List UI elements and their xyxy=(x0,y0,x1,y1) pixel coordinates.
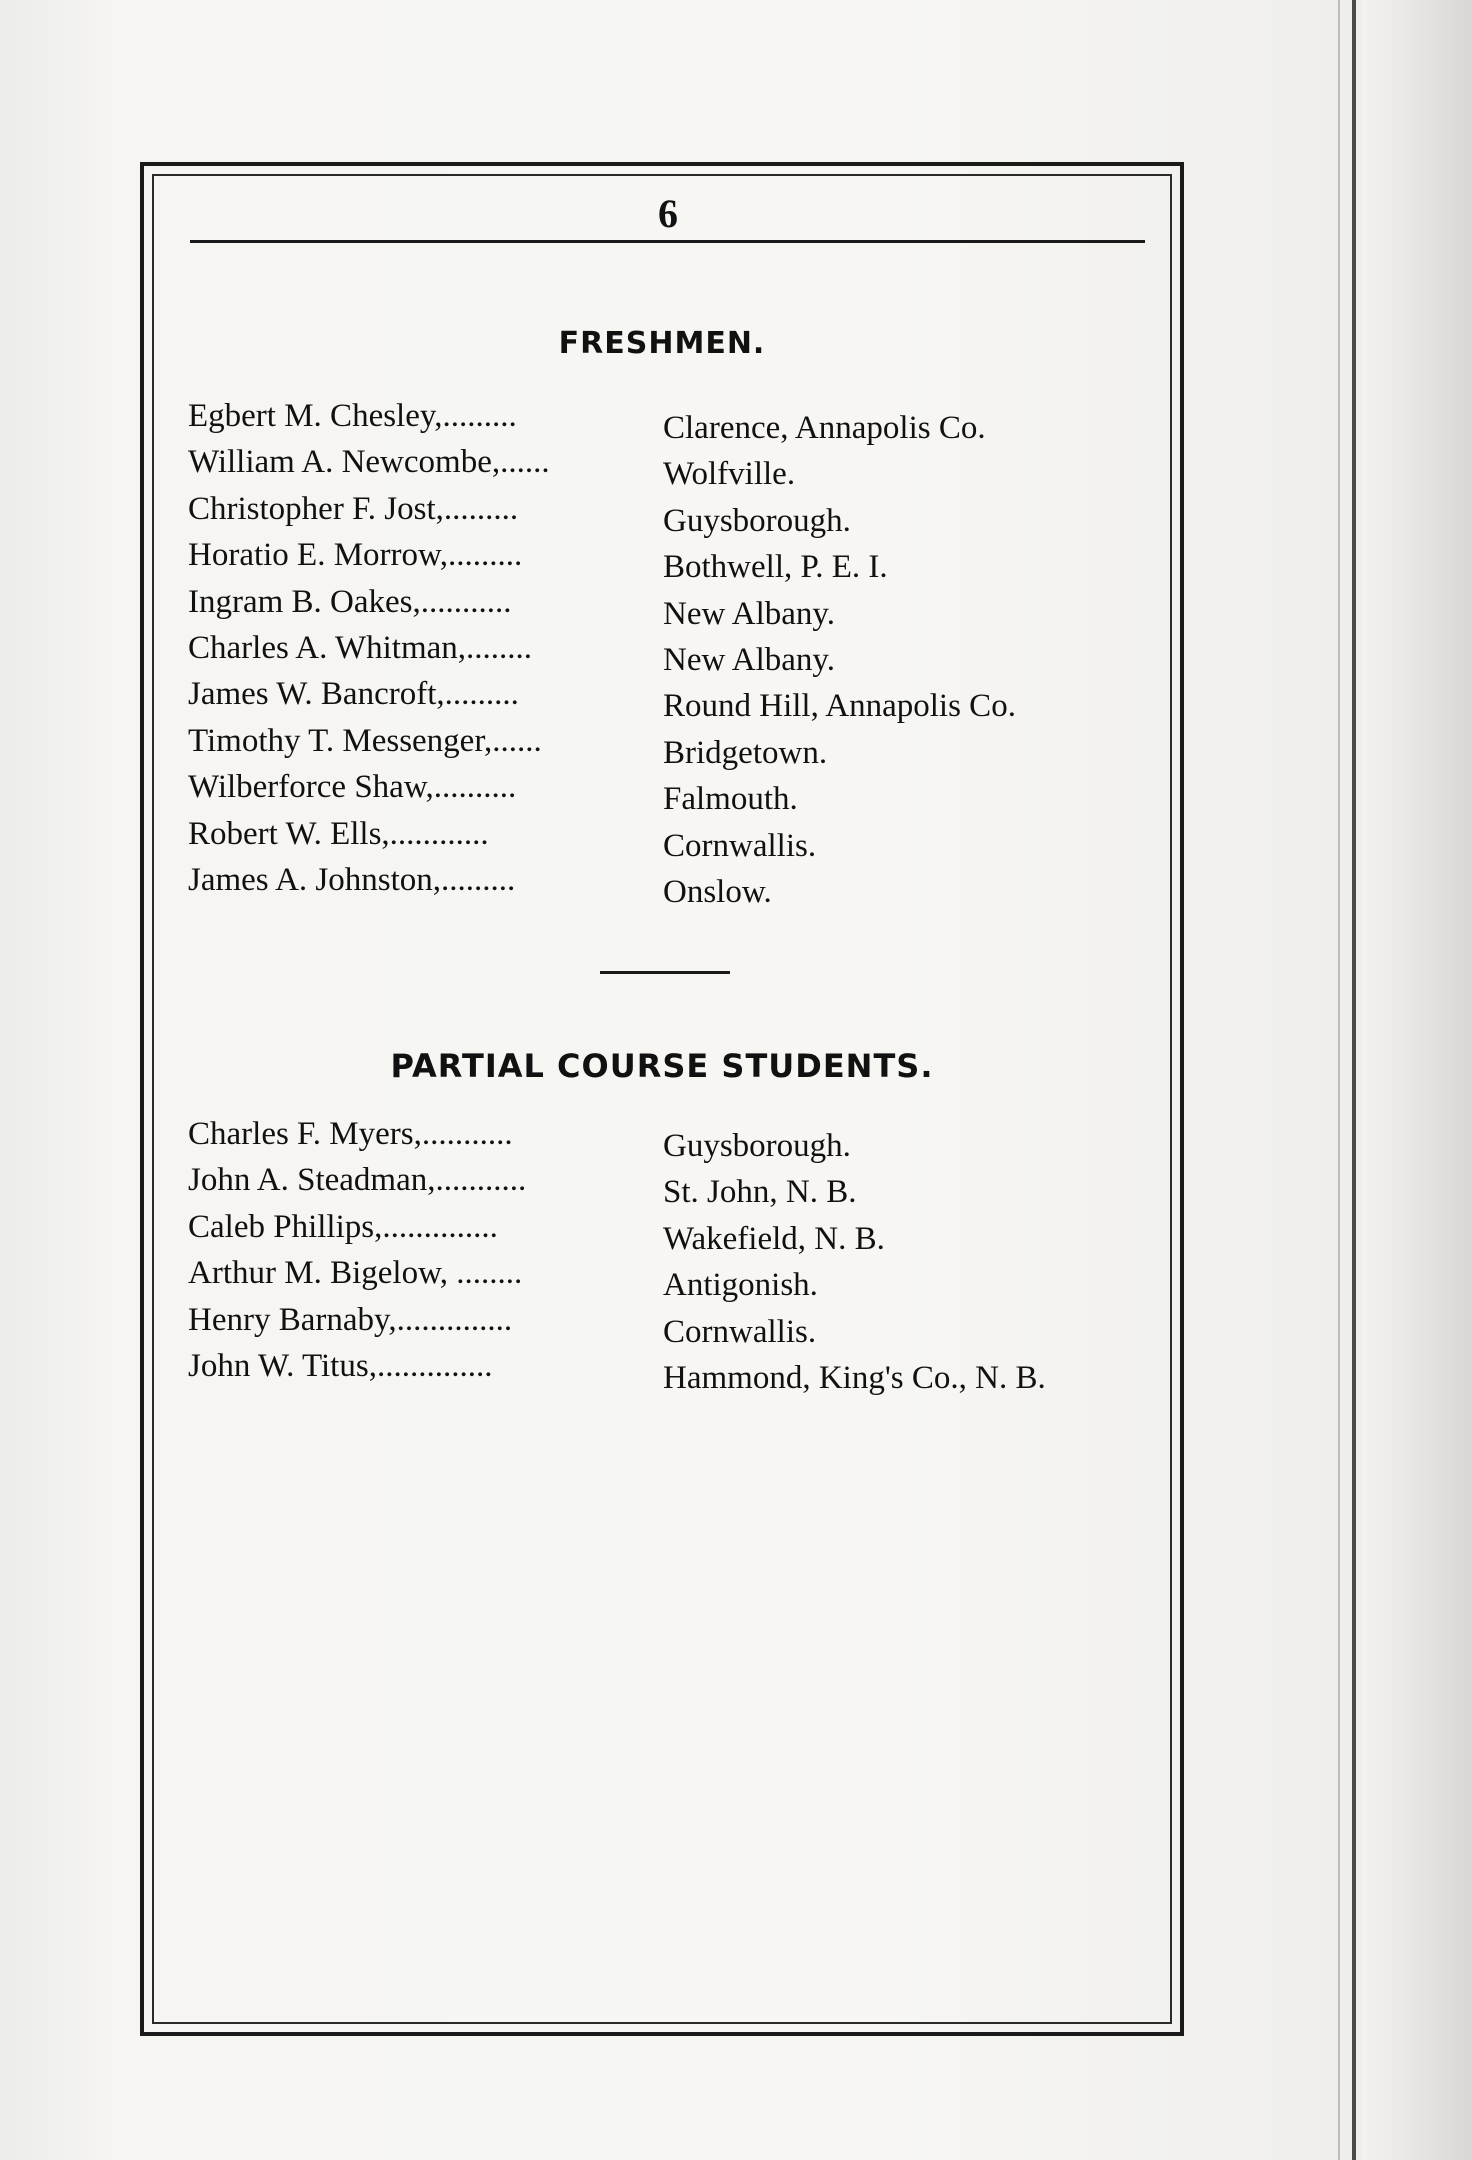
gutter-shadow xyxy=(1338,0,1340,2160)
student-entry xyxy=(188,1112,851,1164)
student-name: John W. Titus,.............. xyxy=(188,1348,493,1384)
student-name: Timothy T. Messenger,...... xyxy=(188,722,542,759)
student-residence: Round Hill, Annapolis Co. xyxy=(663,688,1016,725)
student-entry xyxy=(188,858,772,910)
student-name: James W. Bancroft,......... xyxy=(188,676,519,713)
student-residence: Guysborough. xyxy=(663,1128,851,1164)
header-rule xyxy=(190,240,1145,243)
student-residence: Antigonish. xyxy=(663,1267,818,1304)
student-name: Charles F. Myers,........... xyxy=(188,1116,513,1152)
student-residence: Cornwallis. xyxy=(663,1313,817,1350)
student-residence: Bridgetown. xyxy=(663,734,828,771)
student-entry xyxy=(188,1158,857,1211)
student-residence: Bothwell, P. E. I. xyxy=(663,549,888,586)
student-entry xyxy=(188,1344,1046,1396)
student-residence: Clarence, Annapolis Co. xyxy=(663,410,986,446)
student-entry xyxy=(188,533,888,586)
student-name: Caleb Phillips,.............. xyxy=(188,1208,498,1245)
student-residence: Guysborough. xyxy=(663,502,851,539)
gutter-line xyxy=(1352,0,1356,2160)
student-entry xyxy=(188,812,817,864)
student-residence: Cornwallis. xyxy=(663,827,817,864)
next-page-edge xyxy=(1362,0,1472,2160)
student-name: Christopher F. Jost,......... xyxy=(188,490,519,527)
student-residence: Wakefield, N. B. xyxy=(663,1220,885,1257)
student-entry xyxy=(188,765,798,818)
student-entry xyxy=(188,626,835,678)
student-entry xyxy=(188,440,796,493)
student-name: Ingram B. Oakes,........... xyxy=(188,583,512,620)
student-entry xyxy=(188,1251,818,1304)
student-residence: Hammond, King's Co., N. B. xyxy=(663,1360,1046,1396)
page-number: 6 xyxy=(658,191,678,236)
student-name: Robert W. Ells,............ xyxy=(188,815,489,852)
student-name: Charles A. Whitman,........ xyxy=(188,630,533,666)
student-residence: New Albany. xyxy=(663,595,835,632)
freshmen-heading: FRESHMEN. xyxy=(558,326,766,361)
student-name: Wilberforce Shaw,.......... xyxy=(188,769,517,806)
student-residence: Wolfville. xyxy=(663,456,796,493)
student-entry xyxy=(188,719,828,771)
student-residence: St. John, N. B. xyxy=(663,1174,857,1211)
student-name: Horatio E. Morrow,......... xyxy=(188,537,523,574)
student-residence: Falmouth. xyxy=(663,781,798,818)
student-residence: New Albany. xyxy=(663,642,835,678)
student-entry xyxy=(188,1298,817,1350)
student-name: William A. Newcombe,...... xyxy=(188,444,550,481)
student-entry xyxy=(188,487,851,539)
student-name: Egbert M. Chesley,......... xyxy=(188,398,517,434)
student-name: James A. Johnston,......... xyxy=(188,862,516,898)
student-name: Henry Barnaby,.............. xyxy=(188,1301,513,1338)
partial-course-heading: PARTIAL COURSE STUDENTS. xyxy=(390,1047,934,1085)
student-residence: Onslow. xyxy=(663,874,772,910)
student-entry xyxy=(188,672,1016,725)
student-name: Arthur M. Bigelow, ........ xyxy=(188,1255,523,1292)
student-entry xyxy=(188,394,986,446)
student-name: John A. Steadman,........... xyxy=(188,1162,527,1199)
student-entry xyxy=(188,580,835,632)
section-divider xyxy=(600,971,730,974)
student-entry xyxy=(188,1205,885,1257)
